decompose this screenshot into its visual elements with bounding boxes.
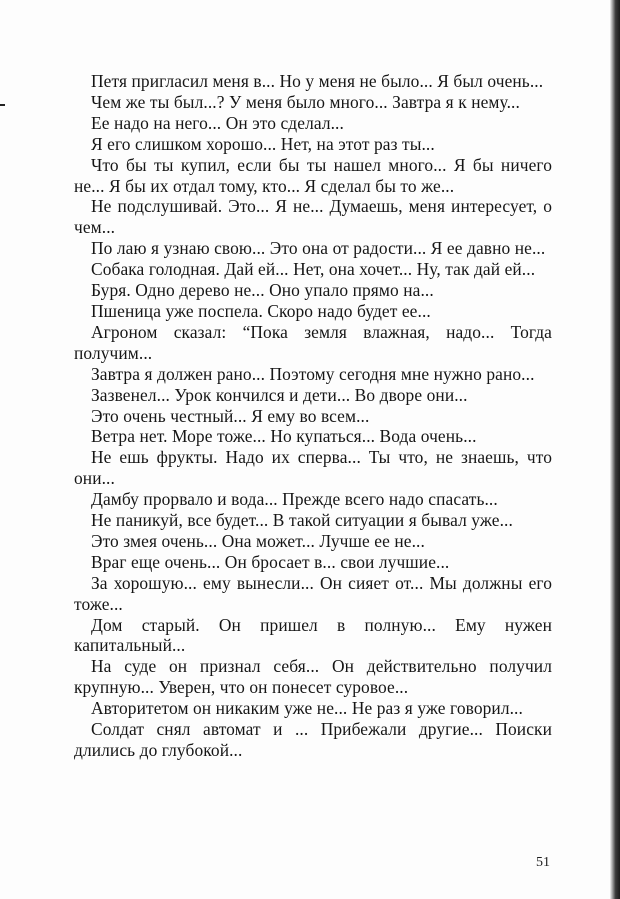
paragraph: Чем же ты был...? У меня было много... Завтра я к нему... xyxy=(91,91,520,112)
paragraph: Солдат снял автомат и ... Прибежали другие... Поиски длились до глубокой... xyxy=(74,719,552,760)
paragraph: Не подслушивай. Это... Я не... Думаешь, меня интересует, о чем... xyxy=(74,196,552,238)
paragraph: Зазвенел... Урок кончился и дети... Во дворе они... xyxy=(91,384,468,405)
paragraph: Что бы ты купил, если бы ты нашел много... Я бы ничего не... Я бы их отдал тому, кто... Я сделал бы то же... xyxy=(74,154,552,196)
paragraph: Ветра нет. Море тоже... Но купаться... Вода очень... xyxy=(91,426,477,447)
paragraph: Не ешь фрукты. Надо их сперва... Ты что, не знаешь, что они... xyxy=(74,447,552,489)
paragraph: Буря. Одно дерево не... Оно упало прямо на... xyxy=(91,280,434,301)
paragraph: Не паникуй, все будет... В такой ситуации я бывал уже... xyxy=(91,510,513,531)
page-binding-shadow xyxy=(610,0,620,899)
scan-margin-mark xyxy=(0,104,5,106)
paragraph: По лаю я узнаю свою... Это она от радости... Я ее давно не... xyxy=(91,238,546,259)
paragraph: Агроном сказал: “Пока земля влажная, надо... Тогда получим... xyxy=(74,321,552,363)
paragraph: Петя пригласил меня в... Но у меня не было... Я был очень... xyxy=(91,71,544,91)
paragraph: Собака голодная. Дай ей... Нет, она хочет... Ну, так дай ей... xyxy=(91,259,536,280)
page-number: 51 xyxy=(536,855,550,870)
paragraph: Я его слишком хорошо... Нет, на этот раз ты... xyxy=(91,133,435,154)
paragraph: Ее надо на него... Он это сделал... xyxy=(91,112,344,133)
paragraph: Дамбу прорвало и вода... Прежде всего надо спасать... xyxy=(91,489,498,510)
paragraph: Авторитетом он никаким уже не... Не раз я уже говорил... xyxy=(91,698,523,719)
paragraph: Дом старый. Он пришел в полную... Ему нужен капитальный... xyxy=(74,614,552,656)
paragraph: Это змея очень... Она может... Лучше ее не... xyxy=(91,530,425,551)
paragraph: Пшеница уже поспела. Скоро надо будет ее... xyxy=(91,300,431,321)
paragraph: На суде он признал себя... Он действительно получил крупную... Уверен, что он понесет суровое... xyxy=(74,656,552,698)
paragraph: Это очень честный... Я ему во всем... xyxy=(91,405,370,426)
paragraph: Завтра я должен рано... Поэтому сегодня мне нужно рано... xyxy=(91,363,535,384)
exercise-text xyxy=(74,71,552,761)
paragraph: Враг еще очень... Он бросает в... свои лучшие... xyxy=(91,551,450,572)
paragraph: За хорошую... ему вынесли... Он сияет от... Мы должны его тоже... xyxy=(74,572,552,614)
